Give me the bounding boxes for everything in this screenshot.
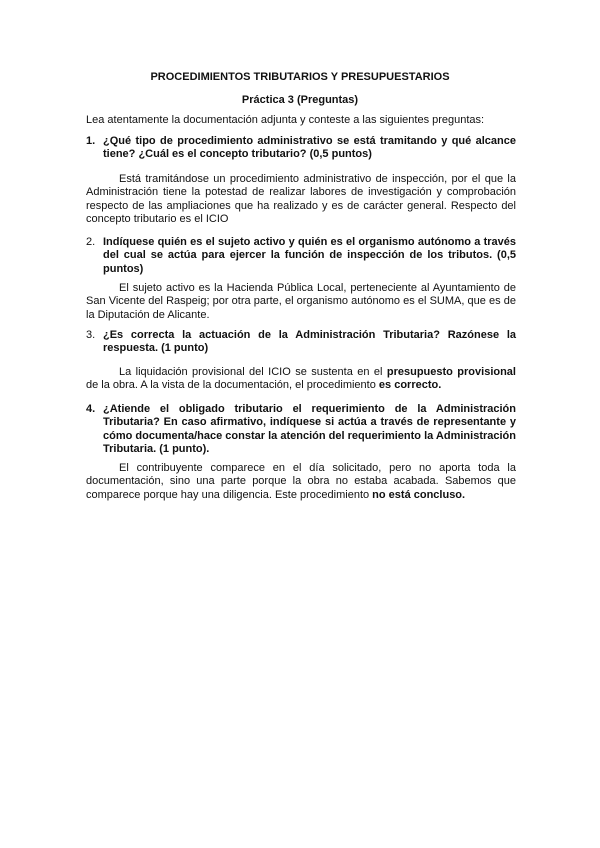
answer-emphasis: no está concluso. xyxy=(372,488,466,501)
answer-emphasis: presupuesto provisional xyxy=(386,366,516,378)
answer-3 xyxy=(86,366,516,393)
answer-text: La liquidación provisional del ICIO se sustenta en el xyxy=(119,366,387,378)
question-number: 4. xyxy=(86,403,96,415)
document-title: PROCEDIMIENTOS TRIBUTARIOS Y PRESUPUESTARIOS xyxy=(150,71,450,83)
question-number: 2. xyxy=(86,236,96,248)
question-text: ¿Atiende el obligado tributario el requerimiento de la Administración Tributaria? En caso afirmativo, indíquese si actúa a través de representante y cómo documenta/hace constar la atención del requerimiento la Administración Tributaria. (1 punto). xyxy=(103,403,516,456)
answer-2: El sujeto activo es la Hacienda Pública Local, perteneciente al Ayuntamiento de San Vicente del Raspeig; por otra parte, el organismo autónomo es el SUMA, que es de la Diputación de Alicante. xyxy=(86,282,516,321)
answer-emphasis: es correcto. xyxy=(378,379,442,392)
document-subtitle: Práctica 3 (Preguntas) xyxy=(241,94,359,106)
answer-4 xyxy=(86,462,516,502)
question-number: 1. xyxy=(86,135,96,147)
intro-text: Lea atentamente la documentación adjunta y conteste a las siguientes preguntas: xyxy=(86,114,485,126)
question-number: 3. xyxy=(86,329,96,341)
question-text: ¿Es correcta la actuación de la Administración Tributaria? Razónese la respuesta. (1 punto) xyxy=(103,329,516,355)
answer-1: Está tramitándose un procedimiento administrativo de inspección, por el que la Administración tiene la potestad de realizar labores de investigación y comprobación respecto de las ampliaciones que ha realizado y es de carácter general. Respecto del concepto tributario es el ICIO xyxy=(86,173,516,226)
question-text: Indíquese quién es el sujeto activo y quién es el organismo autónomo a través del cual se actúa para ejercer la función de inspección de los tributos. (0,5 puntos) xyxy=(103,236,516,275)
question-text: ¿Qué tipo de procedimiento administrativo se está tramitando y qué alcance tiene? ¿Cuál es el concepto tributario? (0,5 puntos) xyxy=(103,135,516,161)
answer-text: El contribuyente comparece en el día solicitado, pero no aporta toda la documentación, sino una parte porque la obra no estaba acabada. Sabemos que comparece porque hay una diligencia. Este procedimiento xyxy=(86,462,516,501)
answer-text: de la obra. A la vista de la documentación, el procedimiento xyxy=(86,379,379,392)
